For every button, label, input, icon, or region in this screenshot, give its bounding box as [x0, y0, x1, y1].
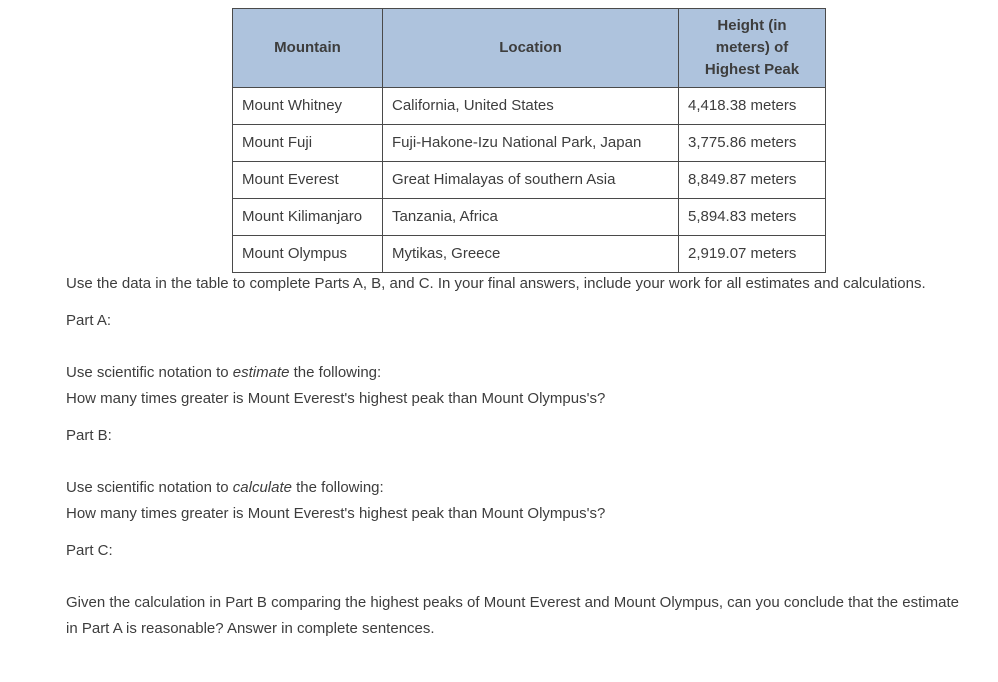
part-a-instruction [66, 360, 971, 386]
table-header-row [233, 9, 826, 88]
cell-mountain-name: Mount Fuji [233, 125, 383, 162]
part-b-label: Part B: [66, 427, 112, 444]
cell-location: California, United States [383, 88, 679, 125]
table-header-height: Height (in meters) of Highest Peak [679, 9, 826, 88]
cell-height: 3,775.86 meters [679, 125, 826, 162]
table-header-mountain: Mountain [233, 9, 383, 88]
table-row [233, 162, 826, 199]
cell-location: Tanzania, Africa [383, 199, 679, 236]
part-b-instruction-emphasis: calculate [232, 479, 292, 496]
part-a-instruction-emphasis: estimate [232, 364, 290, 381]
table-row [233, 88, 826, 125]
part-c-label: Part C: [66, 542, 113, 559]
cell-mountain-name: Mount Olympus [233, 236, 383, 273]
cell-height: 2,919.07 meters [679, 236, 826, 273]
part-a-block [66, 360, 971, 412]
part-b-block [66, 475, 971, 527]
cell-height: 5,894.83 meters [679, 199, 826, 236]
part-a-question: How many times greater is Mount Everest's highest peak than Mount Olympus's? [66, 390, 606, 407]
worksheet-body [66, 271, 971, 653]
part-a-instruction-suffix: the following: [289, 364, 382, 381]
table-row [233, 199, 826, 236]
table-row [233, 236, 826, 273]
part-a-instruction-prefix: Use scientific notation to [66, 364, 233, 381]
part-c-question: Given the calculation in Part B comparing the highest peaks of Mount Everest and Mount Olympus, can you conclude that the estimate in Part A is reasonable? Answer in complete sentences. [66, 594, 959, 637]
cell-mountain-name: Mount Whitney [233, 88, 383, 125]
mountain-data-table [232, 8, 826, 273]
cell-height: 4,418.38 meters [679, 88, 826, 125]
cell-mountain-name: Mount Kilimanjaro [233, 199, 383, 236]
table-row [233, 125, 826, 162]
part-a-label: Part A: [66, 312, 112, 329]
table-header-location: Location [383, 9, 679, 88]
cell-mountain-name: Mount Everest [233, 162, 383, 199]
part-b-instruction [66, 475, 971, 501]
cell-location: Fuji-Hakone-Izu National Park, Japan [383, 125, 679, 162]
part-b-instruction-prefix: Use scientific notation to [66, 479, 233, 496]
part-b-question: How many times greater is Mount Everest's highest peak than Mount Olympus's? [66, 505, 606, 522]
part-b-instruction-suffix: the following: [291, 479, 384, 496]
cell-location: Mytikas, Greece [383, 236, 679, 273]
intro-text: Use the data in the table to complete Parts A, B, and C. In your final answers, include your work for all estimates and calculations. [66, 275, 926, 292]
cell-height: 8,849.87 meters [679, 162, 826, 199]
cell-location: Great Himalayas of southern Asia [383, 162, 679, 199]
